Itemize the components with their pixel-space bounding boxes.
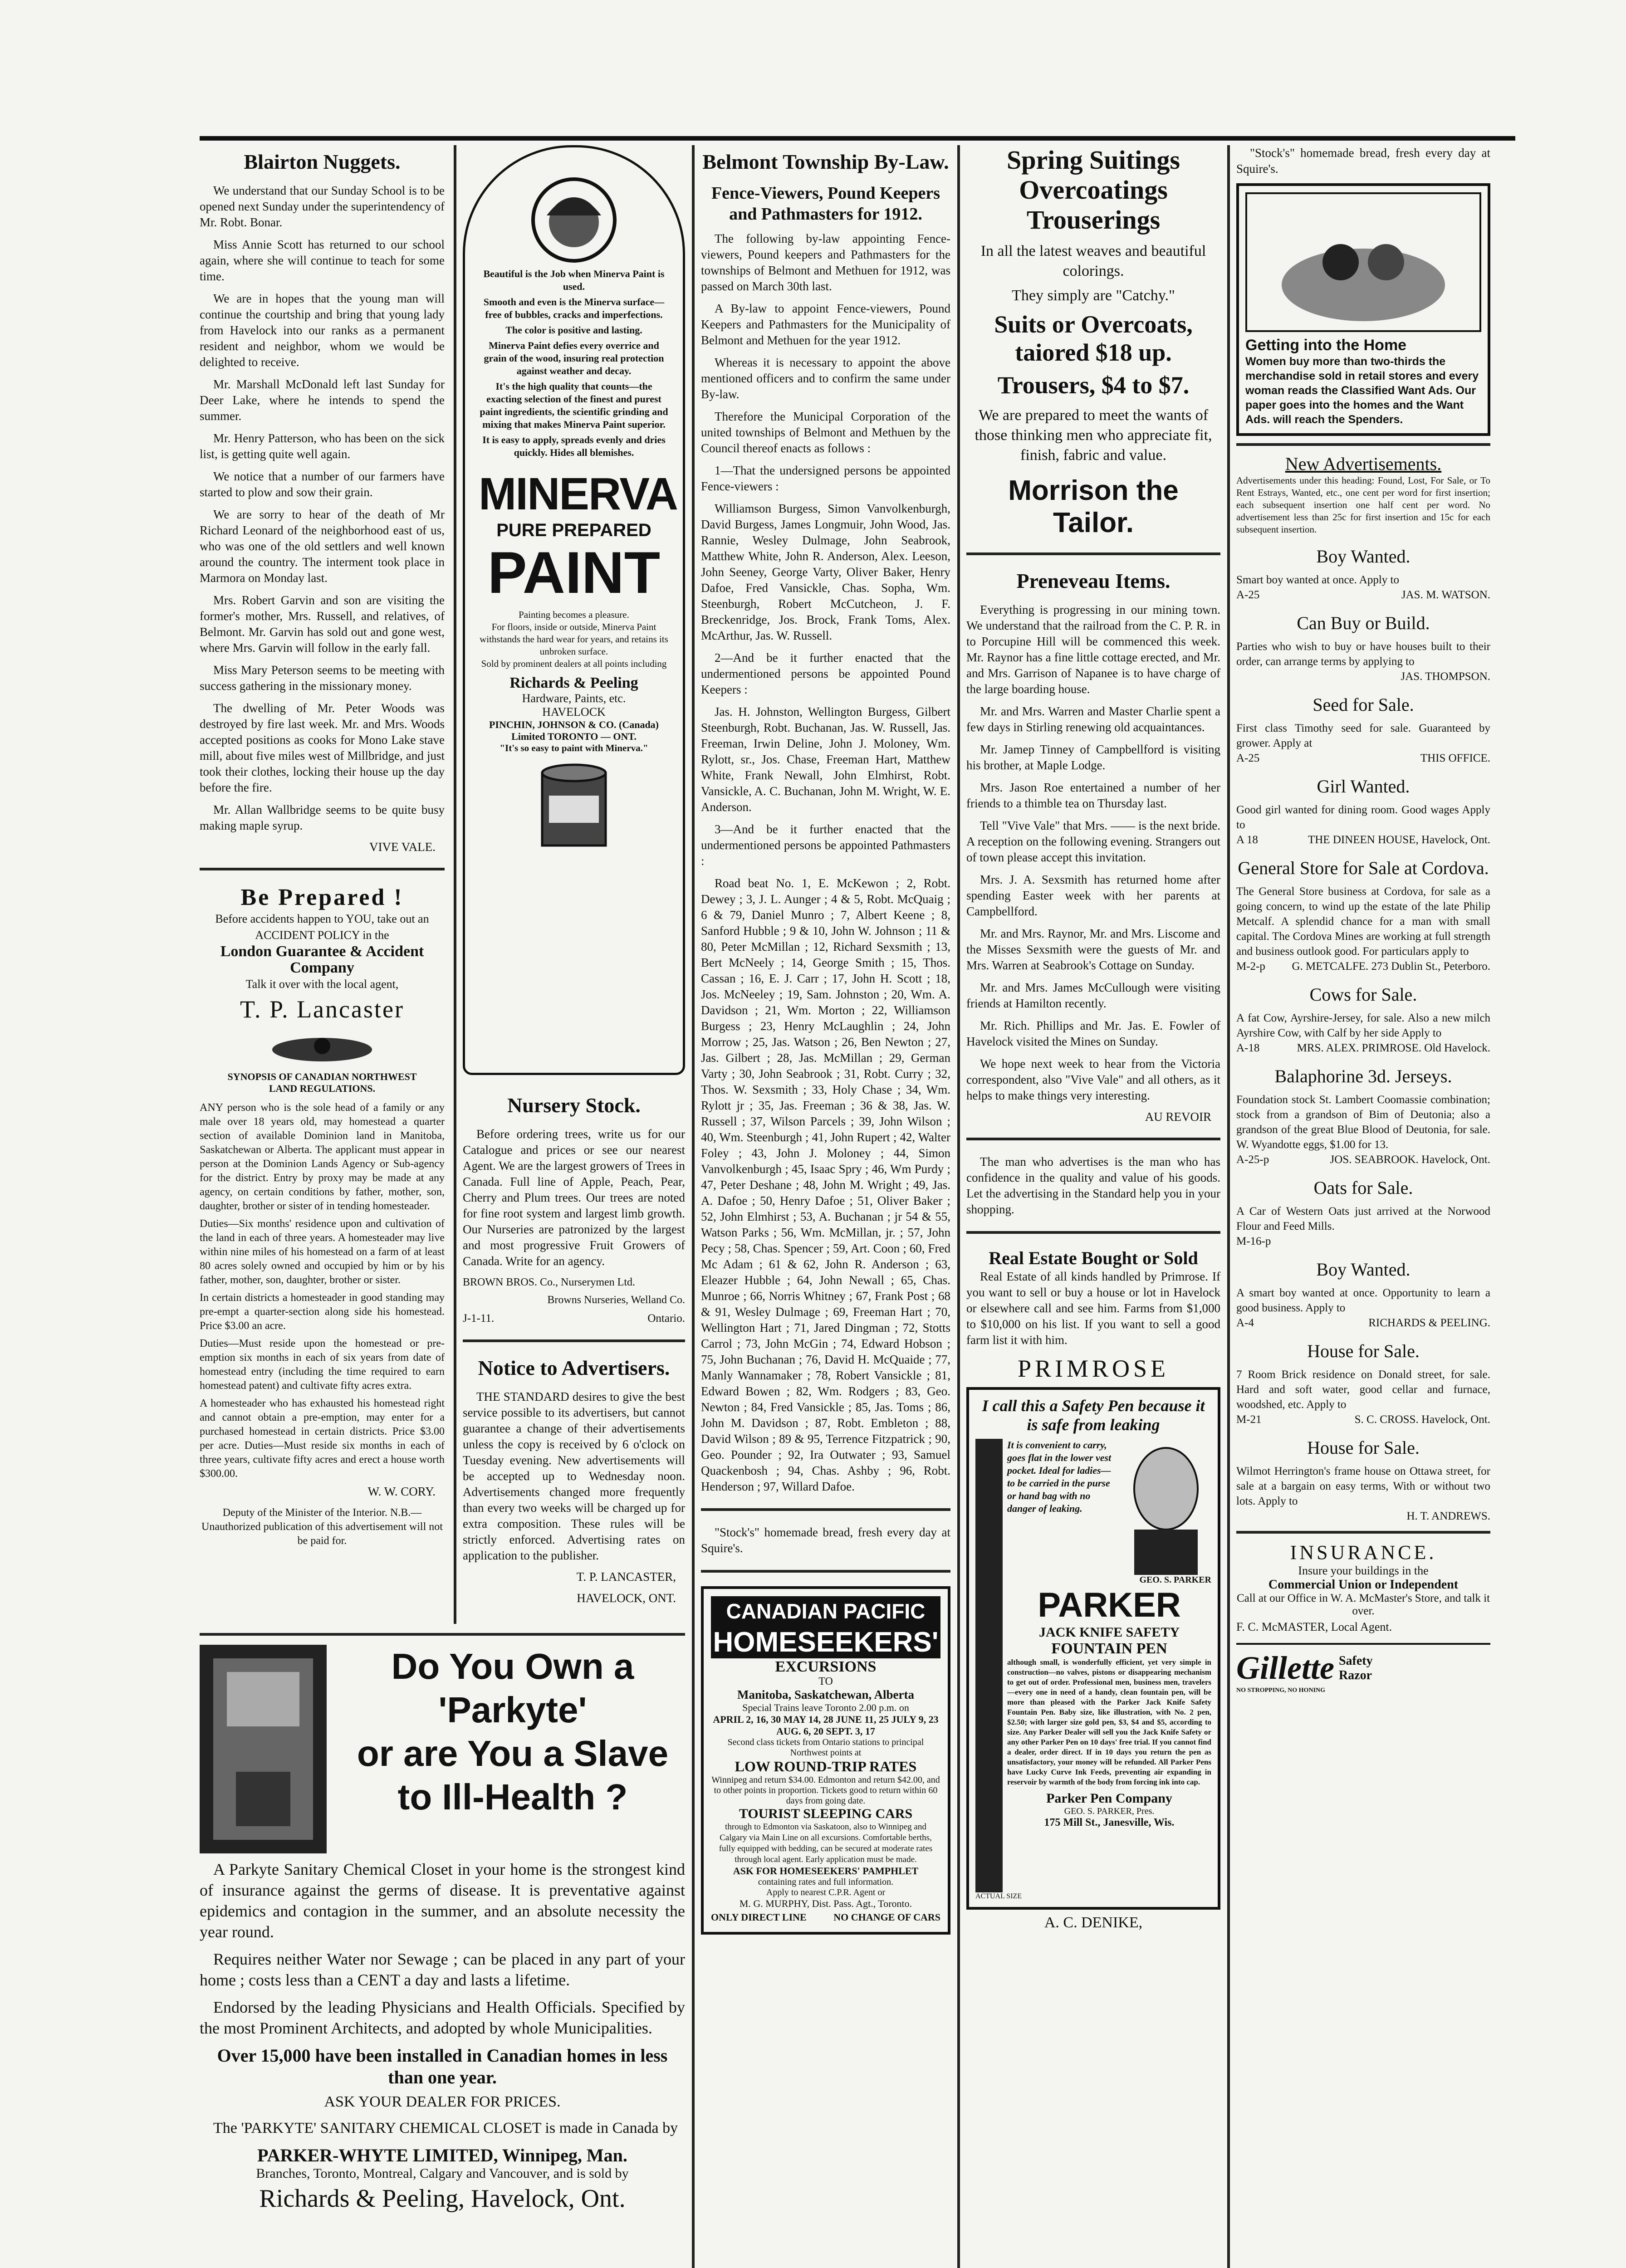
classified-ad-text: A fat Cow, Ayrshire-Jersey, for sale. Also a new milch Ayrshire Cow, with Calf by her side Apply to (1236, 1012, 1490, 1039)
paragraph: Mr. and Mrs. Warren and Master Charlie spent a few days in Stirling renewing old acquaintances. (966, 704, 1220, 734)
parkyte-para-2: Requires neither Water nor Sewage ; can be placed in any part of your home ; costs less than a CENT a day and lasts a lifetime. (200, 1950, 685, 1989)
classified-ad-code: A 18 (1236, 834, 1258, 846)
prepared-body (200, 911, 445, 992)
classified-ad (1236, 776, 1490, 847)
parkyte-para-5: The 'PARKYTE' SANITARY CHEMICAL CLOSET is made in Canada by (213, 2120, 678, 2136)
belmont-title: Belmont Township By-Law. (702, 150, 949, 173)
divider (966, 1138, 1220, 1140)
classified-ad-footer (1236, 751, 1490, 766)
cpr-rates: Winnipeg and return $34.00. Edmonton and return $42.00, and to other points in proportion. Tickets good to return within 60 days from going date. (711, 1775, 940, 1806)
minerva-lower-copy (479, 609, 669, 670)
bread-notice-2: "Stock's" homemade bread, fresh every day at Squire's. (1236, 146, 1490, 176)
classified-ad-code: A-18 (1236, 1042, 1260, 1054)
paragraph: We understand that our Sunday School is to be opened next Sunday under the superintendency of Mr. Robt. Bonar. (200, 184, 445, 229)
nursery-text: Before ordering trees, write us for our Catalogue and prices or see our nearest Agent. We are the largest growers of Trees in Canada. Full line of Apple, Peach, Pear, Cherry and Plum trees. Our trees are noted for fine root system and largest limb growth. Our Nurseries are patronized by the largest and most progressive Fruit Growers of Canada. Write for an agency. (463, 1127, 685, 1268)
paragraph: Miss Annie Scott has returned to our school again, where she will continue to teach for some time. (200, 238, 445, 283)
classified-ad-footer (1236, 832, 1490, 847)
paragraph: A By-law to appoint Fence-viewers, Pound Keepers and Pathmasters for the Municipality of Belmont and Methuen for the year 1912. (701, 302, 950, 347)
gillette-ad (1236, 1643, 1490, 1687)
classified-ad-code: M-21 (1236, 1413, 1262, 1426)
pen-actual-size: ACTUAL SIZE (975, 1892, 1022, 1900)
prepared-agent: T. P. Lancaster (240, 996, 404, 1023)
cpr-ask: ASK FOR HOMESEEKERS' PAMPHLET (733, 1865, 919, 1877)
paragraph: Mr. Jamep Tinney of Campbellford is visiting his brother, at Maple Lodge. (966, 743, 1220, 772)
cpr-only: ONLY DIRECT LINE (711, 1911, 807, 1923)
paragraph: The dwelling of Mr. Peter Woods was destroyed by fire last week. Mr. and Mrs. Woods accepted positions as cooks for Mono Lake stave mill, about five miles west of Millbridge, and just took their clothes, locking their house up the day before the fire. (200, 701, 445, 794)
paragraph: We are sorry to hear of the death of Mr Richard Leonard of the neighborhood east of us, who was one of the old settlers and well known around the country. The interment took place in Marmora on Monday last. (200, 508, 445, 585)
cpr-apply: Apply to nearest C.P.R. Agent or (766, 1887, 886, 1897)
classified-ad-title: Seed for Sale. (1313, 694, 1414, 715)
minerva-ad (463, 145, 685, 1075)
blairton-title: Blairton Nuggets. (244, 150, 401, 173)
synopsis-paragraph: Duties—Must reside upon the homestead or pre-emption six months in each of six years from date of homestead entry (including the time required to earn homestead patent) and cultivate fifty acres extra. (200, 1338, 445, 1392)
top-rule (200, 136, 1515, 141)
divider (966, 552, 1220, 555)
synopsis-footer: Deputy of the Minister of the Interior. N.B.—Unauthorized publication of this advertisement will not be paid for. (201, 1507, 443, 1547)
paragraph: Mr. and Mrs. James McCullough were visiting friends at Hamilton recently. (966, 981, 1220, 1010)
parker-pen-ad (966, 1387, 1220, 1910)
advertiser-text: The man who advertises is the man who has confidence in the quality and value of his goods. Let the advertising in the Standard help you in your shopping. (966, 1155, 1220, 1216)
suit-price-1: Suits or Overcoats, taiored $18 up. (994, 311, 1193, 366)
suit-price-2: Trousers, $4 to $7. (997, 371, 1190, 399)
minerva-lower-line: Sold by prominent dealers at all points including (481, 658, 667, 669)
cpr-dates: APRIL 2, 16, 30 MAY 14, 28 JUNE 11, 25 JULY 9, 23 AUG. 6, 20 SEPT. 3, 17 (713, 1714, 939, 1737)
nursery-place: Ontario. (647, 1312, 685, 1325)
classified-ad-footer (1236, 669, 1490, 684)
real-estate-text: Real Estate of all kinds handled by Primrose. If you want to sell or buy a house or lot in Havelock or elsewhere call and see him. Farms from $1,000 to $10,000 on his list. If you want to sell a good farm list it with him. (966, 1270, 1220, 1347)
column-rule-4 (1227, 145, 1230, 2268)
classified-ad-footer (1236, 1509, 1490, 1524)
classified-ad-text: 7 Room Brick residence on Donald street, for sale. Hard and soft water, good cellar and furnace, woodshed, etc. Apply to (1236, 1369, 1490, 1411)
classified-ad (1236, 694, 1490, 766)
synopsis-paragraph: Duties—Six months' residence upon and cultivation of the land in each of three years. A homesteader may live within nine miles of his homestead on a farm of at least 80 acres solely owned and occupied by him or by his father, mother, son, daughter, brother or sister. (200, 1218, 445, 1286)
gillette-brand: Gillette (1236, 1650, 1334, 1686)
blairton-signature: VIVE VALE. (369, 840, 436, 854)
parkyte-maker: PARKER-WHYTE LIMITED, Winnipeg, Man. (257, 2145, 627, 2165)
want-ads-promo (1236, 183, 1490, 436)
paint-can-icon (479, 759, 669, 852)
minerva-line: Smooth and even is the Minerva surface—free of bubbles, cracks and imperfections. (483, 296, 665, 320)
pen-company: Parker Pen Company (1046, 1791, 1172, 1806)
column-2 (463, 145, 685, 1624)
paragraph: Mrs. J. A. Sexsmith has returned home after spending Easter week with her parents at Campbellford. (966, 873, 1220, 918)
parkyte-branches: Branches, Toronto, Montreal, Calgary and Vancouver, and is sold by (256, 2166, 629, 2181)
divider (701, 1508, 950, 1511)
new-ads-text: Advertisements under this heading: Found, Lost, For Sale, or To Rent Estrays, Wanted, etc., one cent per word for first insertion; each subsequent insertion one half cent per word. No advertisement less than 25c for first insertion and 15c for each subsequent insertion. (1236, 475, 1490, 535)
insurance-signature: F. C. McMASTER, Local Agent. (1236, 1620, 1392, 1633)
paragraph: 3—And be it further enacted that the undermentioned persons be appointed Pathmasters : (701, 822, 950, 868)
minerva-line: It's the high quality that counts—the exacting selection of the finest and purest paint ingredients, the scientific grinding and mixing that makes Minerva Paint superior. (480, 381, 668, 430)
synopsis-title: SYNOPSIS OF CANADIAN NORTHWEST LAND REGULATIONS. (227, 1071, 417, 1094)
minerva-lower-line: For floors, inside or outside, Minerva Paint withstands the hard wear for years, and retains its unbroken surface. (480, 621, 668, 657)
parkyte-ask: ASK YOUR DEALER FOR PRICES. (324, 2093, 561, 2110)
classified-ad-text: Foundation stock St. Lambert Coomassie combination; stock from a grandson of Bim of Deutonia; also a grandson of the great Blue Blood of Deutonia, for sale. W. Wyandotte eggs, $1.00 for 13. (1236, 1094, 1490, 1151)
real-estate-name: PRIMROSE (1017, 1355, 1170, 1382)
suit-line-2: They simply are "Catchy." (1012, 287, 1175, 304)
prepared-line: Before accidents happen to YOU, take out an ACCIDENT POLICY in the (215, 912, 429, 942)
nursery-signature-1: BROWN BROS. Co., Nurserymen Ltd. (463, 1276, 635, 1288)
classified-ad (1236, 857, 1490, 974)
column-5 (1236, 145, 1490, 2268)
classified-ad-title: Balaphorine 3d. Jerseys. (1274, 1066, 1452, 1086)
divider (701, 1570, 950, 1573)
parkyte-para-1: A Parkyte Sanitary Chemical Closet in your home is the strongest kind of insurance against the germs of disease. It is preventative against epidemics and contagion in the summer, and an absolute necessity the year round. (200, 1860, 685, 1941)
paragraph: Miss Mary Peterson seems to be meeting with success gathering in the missionary money. (200, 663, 445, 693)
divider (1236, 443, 1490, 446)
classified-ad-code: A-4 (1236, 1317, 1254, 1329)
paragraph: Therefore the Municipal Corporation of the united townships of Belmont and Methuen by the Council thereof enacts as follows : (701, 410, 950, 455)
insurance-call: Call at our Office in W. A. McMaster's Store, and talk it over. (1236, 1592, 1490, 1617)
classified-ad-text: Smart boy wanted at once. Apply to (1236, 574, 1399, 586)
prepared-line: Talk it over with the local agent, (245, 978, 399, 991)
insurance-text: Insure your buildings in the (1298, 1564, 1429, 1577)
classified-ad-text: Wilmot Herrington's frame house on Ottawa street, for sale at a bargain on easy terms, With or without two lots. Apply to (1236, 1465, 1490, 1507)
parkyte-ad (200, 1633, 685, 2268)
classified-ad-title: Girl Wanted. (1317, 776, 1410, 797)
prepared-line: London Guarantee & Accident Company (220, 943, 424, 976)
preneveau-signature: AU REVOIR (1145, 1110, 1211, 1124)
cpr-low: LOW ROUND-TRIP RATES (735, 1758, 917, 1774)
classified-ad-title: Boy Wanted. (1316, 1259, 1411, 1280)
cpr-second: Second class tickets from Ontario stations to principal Northwest points at (727, 1737, 924, 1758)
classified-ad-text: A smart boy wanted at once. Opportunity to learn a good business. Apply to (1236, 1287, 1490, 1314)
classified-ad-signature: G. METCALFE. 273 Dublin St., Peterboro. (1292, 960, 1490, 973)
classified-ad-signature: JAS. THOMPSON. (1401, 670, 1490, 683)
synopsis-paragraph: ANY person who is the sole head of a family or any male over 18 years old, may homestead a quarter section of available Dominion land in Manitoba, Saskatchewan or Alberta. The applicant must appear in person at the Dominion Lands Agency or Sub-agency for the district. Entry by proxy may be made at any agency, on certain conditions by father, mother, son, daughter, brother or sister of in tending homesteader. (200, 1102, 445, 1212)
minerva-slogan: "It's so easy to paint with Minerva." (500, 743, 648, 753)
bathroom-illustration-icon (200, 1645, 327, 1853)
column-4 (966, 145, 1220, 2268)
classified-ad-text: The General Store business at Cordova, for sale as a going concern, to wind up the estate of the late Philip Metcalf. A splendid chance for a man with small capital. The Cordova Mines are working at full strength and business outlook good. For particulars apply to (1236, 885, 1490, 958)
classified-ad-code: M-2-p (1236, 960, 1265, 973)
insurance-title: INSURANCE. (1290, 1541, 1437, 1564)
suit-title-1: Spring Suitings (1006, 145, 1180, 175)
column-1 (200, 145, 445, 1624)
notice-text: THE STANDARD desires to give the best service possible to its advertisers, but cannot guarantee a change of their advertisements unless the copy is received by 6 o'clock on Tuesday evening. New advertisements will be accepted up to Wednesday noon. Advertisements changed more frequently than every two weeks will be charged up for extra composition. These rules will be strictly enforced. Advertising rates on application to the publisher. (463, 1390, 685, 1562)
home-text: Women buy more than two-thirds the merchandise sold in retail stores and every woman reads the Classified Want Ads. Our paper goes into the homes and the Want Ads. will reach the Spenders. (1245, 355, 1479, 426)
cpr-tourist: TOURIST SLEEPING CARS (739, 1806, 913, 1821)
parkyte-dealer: Richards & Peeling, Havelock, Ont. (259, 2185, 626, 2213)
notice-place: HAVELOCK, ONT. (577, 1591, 676, 1605)
cpr-tourist-text: through to Edmonton via Saskatoon, also to Winnipeg and Calgary via Main Line on all excursions. Comfortable berths, fully equipped with bedding, can be secured at moderate rates through local agent. Early application must be made. (719, 1822, 933, 1864)
new-ads-title: New Advertisements. (1285, 454, 1442, 474)
cpr-excursions: EXCURSIONS (775, 1658, 877, 1675)
minerva-helmet-icon (479, 175, 669, 268)
paragraph: We are in hopes that the young man will continue the courtship and bring that young lady from Havelock into our ranks as a permanent resident and neighbor, whom we would be delighted to receive. (200, 292, 445, 369)
column-rule-3 (957, 145, 960, 2268)
belmont-body (701, 231, 950, 1495)
classified-ad-code: A-25-p (1236, 1154, 1269, 1166)
minerva-maker: PINCHIN, JOHNSON & CO. (Canada) Limited TORONTO — ONT. (489, 719, 659, 742)
belmont-subtitle: Fence-Viewers, Pound Keepers and Pathmasters for 1912. (711, 184, 940, 224)
paragraph: Whereas it is necessary to appoint the above mentioned officers and to confirm the same under By-law. (701, 356, 950, 401)
paragraph: Mrs. Robert Garvin and son are visiting the former's mother, Mrs. Russell, and relatives, of Belmont. Mr. Garvin has sold out and gone west, where Mrs. Garvin will follow in the early fall. (200, 593, 445, 655)
minerva-line: Beautiful is the Job when Minerva Paint is used. (483, 268, 665, 292)
cpr-big: HOMESEEKERS' (711, 1626, 940, 1658)
minerva-dealer: Richards & Peeling (509, 675, 638, 691)
paragraph: Mr. Henry Patterson, who has been on the sick list, is getting quite well again. (200, 431, 445, 461)
classified-ads (1236, 546, 1490, 1524)
classified-ad-signature: JAS. M. WATSON. (1401, 589, 1490, 601)
classified-ad-footer (1236, 1234, 1490, 1249)
paragraph: Tell "Vive Vale" that Mrs. —— is the next bride. A reception on the following evening. Strangers out of town please accept this invitation. (966, 819, 1220, 864)
classified-ad-signature: H. T. ANDREWS. (1406, 1510, 1490, 1522)
gillette-sub: Safety Razor (1338, 1653, 1373, 1682)
parkyte-title-3: to Ill-Health ? (397, 1777, 628, 1817)
classified-ad-title: House for Sale. (1307, 1341, 1420, 1361)
column-rule-1 (454, 145, 456, 1624)
classified-ad-footer (1236, 1315, 1490, 1330)
cat-basket-icon (1245, 192, 1481, 332)
suit-title-3: Trouserings (1026, 205, 1161, 235)
cpr-ad (701, 1586, 950, 1935)
parkyte-title-1: Do You Own a 'Parkyte' (391, 1646, 634, 1730)
column-3 (701, 145, 950, 2268)
paragraph: Everything is progressing in our mining town. We understand that the railroad from the C. P. R. in to Porcupine Hill will be commenced this week. Mr. Raynor has a fine little cottage erected, and Mr. and Mrs. Garrison of Napanee is to have charge of the large boarding house. (966, 603, 1220, 696)
divider (463, 1339, 685, 1342)
classified-ad (1236, 546, 1490, 602)
classified-ad-footer (1236, 1152, 1490, 1167)
classified-ad-signature: MRS. ALEX. PRIMROSE. Old Havelock. (1297, 1042, 1490, 1054)
notice-signature: T. P. LANCASTER, (576, 1570, 676, 1584)
preneveau-body (966, 602, 1220, 1104)
pen-address: 175 Mill St., Janesville, Wis. (1044, 1817, 1175, 1828)
paragraph: Road beat No. 1, E. McKewon ; 2, Robt. Dewey ; 3, J. L. Aunger ; 4 & 5, Robt. McQuaig ; 6 & 79, Daniel Munro ; 7, Albert Keene ; 8, Sanford Hubble ; 9 & 10, John W. Johnson ; 11 & 80, Peter McMillan ; 12, Richard Sexsmith ; 13, Bert McNeely ; 14, George Smith ; 15, Thos. Cassan ; 16, E. J. Carr ; 17, John H. Scott ; 18, Jos. McNeeley ; 19, Sam. Johnston ; 20, Wm. A. Davidson ; 21, Wm. Morton ; 22, Williamson Burgess ; 23, Henry McLaughlin ; 24, John Morrow ; 25, Jas. Watson ; 26, Ben Newton ; 27, Jas. Gilbert ; 28, Jas. McMillan ; 29, German Varty ; 30, John Seabrook ; 31, Robt. Curry ; 32, Thos. W. Sexsmith ; 33, Holy Chase ; 34, Wm. Rylott jr ; 35, Jas. Freeman ; 36 & 38, Jas. W. Russell ; 37, Wilson Parcels ; 39, John Wilson ; 40, Wm. Steenburgh ; 41, John Rupert ; 42, Walter Foley ; 43, John J. Moloney ; 44, Simon Vanvolkenburgh ; 45, Isaac Spry ; 46, Wm Purdy ; 47, Peter Deshane ; 48, John M. Wright ; 49, Jas. A. Dafoe ; 50, Henry Dafoe ; 51, Oliver Baker ; 52, John Elmhirst ; 53, A. Buchanan ; jr 54 & 55, Watson Parks ; 56, Wm. McMillan, jr. ; 57, John Pecy ; 58, Chas. Spencer ; 59, Art. Coon ; 60, Fred Mc Adam ; 61 & 62, John R. Anderson ; 63, Eleazer Hubble ; 64, John Newall ; 65, Chas. Munroe ; 66, Norris Whitney ; 67, Frank Post ; 68 & 91, Wesley Dulmage ; 69, Freeman Hart ; 70, Wellington Hart ; 71, Jared Dingman ; 72, Stotts Carrol ; 73, John McGin ; 74, Edward Hobson ; 75, John Buchanan ; 76, David H. McQuaide ; 77, Manly Wannamaker ; 78, Robert Vansickle ; 81, Edward Bowen ; 82, Wm. Rodgers ; 83, Geo. Newton ; 84, Fred Vansickle ; 85, Jas. Toms ; 86, John M. Davidson ; 87, Robt. Embleton ; 88, David Wilson ; 89 & 95, Terrence Fitzpatrick ; 90, Geo. Pounder ; 92, Ira Outwater ; 93, Samuel Quackenbosh ; 94, Chas. Ashby ; 96, Robt. Henderson ; 97, Willard Dafoe. (701, 876, 950, 1493)
insurance-company: Commercial Union or Independent (1268, 1578, 1459, 1592)
cpr-top: CANADIAN PACIFIC (711, 1596, 940, 1626)
home-title: Getting into the Home (1245, 337, 1407, 354)
cpr-places: Manitoba, Saskatchewan, Alberta (737, 1688, 915, 1701)
classified-ad (1236, 1259, 1490, 1330)
paragraph: 2—And be it further enacted that the undermentioned persons be appointed Pound Keepers : (701, 651, 950, 696)
classified-ad-text: Parties who wish to buy or have houses built to their order, can arrange terms by applying to (1236, 640, 1490, 668)
real-estate-title: Real Estate Bought or Sold (989, 1248, 1198, 1268)
classified-ad (1236, 1066, 1490, 1167)
classified-ad-code: A-25 (1236, 752, 1260, 764)
classified-ad-footer (1236, 1041, 1490, 1056)
pen-president: GEO. S. PARKER, Pres. (1064, 1806, 1155, 1816)
minerva-town: HAVELOCK (542, 705, 606, 719)
preneveau-title: Preneveau Items. (1016, 569, 1171, 592)
paragraph: Mrs. Jason Roe entertained a number of her friends to a thimble tea on Thursday last. (966, 781, 1220, 810)
paragraph: 1—That the undersigned persons be appointed Fence-viewers : (701, 464, 950, 493)
classified-ad-title: House for Sale. (1307, 1437, 1420, 1458)
pen-text: although small, is wonderfully efficient, yet very simple in construction—no valves, pistons or disappearing mechanism to get out of order. Professional men, business men, travelers—every one in need of a handy, clean fountain pen, will be more than pleased with the Parker Jack Knife Safety Fountain Pen. Baby size, like illustration, with No. 2 pen, $2.50; with larger size gold pen, $3, $4 and $5, according to size. Any Parker Dealer will sell you the Jack Knife Safety or any other Parker Pen on 10 days' free trial. If you cannot find a dealer, order direct. If in 10 days you return the pen as unsatisfactory, your money will be refunded. All Parker Pens have Lucky Curve Ink Feeds, preventing air expanding in reservoir by warmth of the body from forcing ink into cap. (1007, 1658, 1211, 1786)
paragraph: Mr. Marshall McDonald left last Sunday for Deer Lake, where he intends to spend the summer. (200, 377, 445, 423)
cpr-ask-sub: containing rates and full information. (758, 1877, 894, 1887)
pen-dealer: A. C. DENIKE, (1044, 1914, 1143, 1931)
classified-ad-footer (1236, 959, 1490, 974)
cpr-trains: Special Trains leave Toronto 2.00 p.m. on (742, 1702, 909, 1713)
classified-ad-title: Oats for Sale. (1313, 1178, 1413, 1198)
pen-side: It is convenient to carry, goes flat in the lower vest pocket. Ideal for ladies—to be carried in the purse or hand bag with no danger of leaking. (1007, 1439, 1112, 1514)
nursery-footer (463, 1311, 685, 1326)
minerva-lower-line: Painting becomes a pleasure. (519, 609, 629, 620)
minerva-line: Minerva Paint defies every overrice and grain of the wood, insuring real protection against weather and decay. (484, 340, 664, 376)
synopsis-signature: W. W. CORY. (367, 1485, 436, 1498)
paragraph: Jas. H. Johnston, Wellington Burgess, Gilbert Steenburgh, Robt. Buchanan, Jas. W. Russell, Jas. Freeman, Irwin Deline, John J. Moloney, Wm. Rylott, sr., Jos. Chase, Freeman Hart, Matthew White, Frank Newall, John Elmhirst, Robt. Vansickle, A. C. Buchanan, John M. Wright, W. E. Anderson. (701, 705, 950, 814)
pen-head: I call this a Safety Pen because it is safe from leaking (982, 1397, 1205, 1434)
cpr-no: NO CHANGE OF CARS (833, 1911, 940, 1923)
pen-sub-2: FOUNTAIN PEN (1051, 1640, 1167, 1657)
cpr-footer (711, 1910, 940, 1925)
classified-ad-signature: THIS OFFICE. (1420, 752, 1490, 764)
column-rule-2 (692, 145, 695, 2268)
classified-ad-signature: THE DINEEN HOUSE, Havelock, Ont. (1308, 834, 1490, 846)
suit-line-1: In all the latest weaves and beautiful colorings. (980, 243, 1206, 279)
classified-ad (1236, 1340, 1490, 1427)
minerva-line: It is easy to apply, spreads evenly and dries quickly. Hides all blemishes. (482, 434, 666, 458)
bread-notice: "Stock's" homemade bread, fresh every day at Squire's. (701, 1525, 950, 1555)
classified-ad-code: M-16-p (1236, 1235, 1271, 1247)
prepared-title: Be Prepared ! (240, 885, 404, 910)
minerva-dealer-sub: Hardware, Paints, etc. (522, 692, 626, 705)
nursery-date: J-1-11. (463, 1312, 495, 1325)
nursery-title: Nursery Stock. (507, 1094, 641, 1117)
paragraph: Mr. Allan Wallbridge seems to be quite busy making maple syrup. (200, 803, 445, 832)
pen-sign: GEO. S. PARKER (1139, 1575, 1211, 1585)
paragraph: Williamson Burgess, Simon Vanvolkenburgh, David Burgess, James Longmuir, John Wood, Jas. Rannie, Wesley Dulmage, John Seabrook, Matthew White, John R. Anderson, Alex. Leeson, John Seeney, George Varty, Oliver Baker, Henry Dafoe, Fred Vansickle, Chas. Sopha, Wm. Steenburgh, Robert McCutcheon, J. F. Breckenridge, Jos. Brock, Frank Toms, Alex. McArthur, Jas. W. Russell. (701, 502, 950, 642)
minerva-line: The color is positive and lasting. (505, 324, 642, 336)
classified-ad-footer (1236, 587, 1490, 602)
pen-brand: PARKER (1038, 1586, 1181, 1624)
classified-ad-signature: S. C. CROSS. Havelock, Ont. (1354, 1413, 1490, 1426)
classified-ad-title: Boy Wanted. (1316, 546, 1411, 567)
suit-tailor-name: Morrison the Tailor. (1008, 475, 1179, 538)
minerva-copy (479, 268, 669, 459)
cpr-agent: M. G. MURPHY, Dist. Pass. Agt., Toronto. (739, 1898, 912, 1909)
parkyte-para-3: Endorsed by the leading Physicians and Health Officials. Specified by the most Prominent Architects, and adopted by whole Municipalities. (200, 1998, 685, 2037)
portrait-icon (1121, 1439, 1211, 1575)
minerva-brand: MINERVA (479, 469, 677, 519)
divider (966, 1231, 1220, 1234)
notice-title: Notice to Advertisers. (478, 1356, 670, 1379)
paragraph: The following by-law appointing Fence-viewers, Pound keepers and Pathmasters for the townships of Belmont and Methuen for 1912, was passed on March 30th last. (701, 232, 950, 293)
cpr-to: TO (818, 1676, 833, 1687)
classified-ad (1236, 1177, 1490, 1249)
gillette-tag: NO STROPPING, NO HONING (1236, 1687, 1326, 1694)
classified-ad-code: A-25 (1236, 589, 1260, 601)
classified-ad-text: First class Timothy seed for sale. Guaranteed by grower. Apply at (1236, 722, 1490, 749)
divider (200, 868, 445, 870)
classified-ad-title: Cows for Sale. (1309, 984, 1417, 1005)
classified-ad (1236, 1437, 1490, 1524)
crest-icon (200, 1032, 445, 1066)
suit-title-2: Overcoatings (1019, 175, 1168, 205)
pen-sub-1: JACK KNIFE SAFETY (1038, 1625, 1180, 1640)
divider (1236, 1531, 1490, 1534)
classified-ad-text: A Car of Western Oats just arrived at the Norwood Flour and Feed Mills. (1236, 1205, 1490, 1232)
minerva-sub: PURE PREPARED (496, 520, 651, 540)
paragraph: We notice that a number of our farmers have started to plow and sow their grain. (200, 469, 445, 499)
synopsis-paragraph: A homesteader who has exhausted his homestead right and cannot obtain a pre-emption, may enter for a purchased homestead in certain districts. Price $3.00 per acre. Duties—Must reside six months in each of three years, cultivate fifty acres and erect a house worth $300.00. (200, 1398, 445, 1480)
blairton-body (200, 183, 445, 834)
paragraph: We hope next week to hear from the Victoria correspondent, also "Vive Vale" and all others, as it helps to make things very interesting. (966, 1057, 1220, 1102)
pen-icon (975, 1439, 1003, 1892)
divider (200, 1633, 685, 1636)
parkyte-title-2: or are You a Slave (357, 1733, 669, 1774)
classified-ad-title: General Store for Sale at Cordova. (1238, 858, 1489, 878)
synopsis-body (200, 1101, 445, 1481)
classified-ad-signature: RICHARDS & PEELING. (1368, 1317, 1490, 1329)
parkyte-para-4: Over 15,000 have been installed in Canadian homes in less than one year. (217, 2045, 668, 2087)
classified-ad-footer (1236, 1412, 1490, 1427)
nursery-signature-2: Browns Nurseries, Welland Co. (547, 1294, 685, 1306)
paragraph: Mr. Rich. Phillips and Mr. Jas. E. Fowler of Havelock visited the Mines on Sunday. (966, 1019, 1220, 1048)
suit-line-3: We are prepared to meet the wants of those thinking men who appreciate fit, finish, fabric and value. (975, 407, 1212, 464)
classified-ad-title: Can Buy or Build. (1297, 613, 1430, 633)
paragraph: Mr. and Mrs. Raynor, Mr. and Mrs. Liscome and the Misses Sexsmith were the guests of Mr. and Mrs. Warren at Seabrook's Cottage on Sunday. (966, 927, 1220, 972)
classified-ad (1236, 612, 1490, 684)
minerva-paint: PAINT (487, 539, 661, 606)
classified-ad-text: Good girl wanted for dining room. Good wages Apply to (1236, 804, 1490, 831)
classified-ad-signature: JOS. SEABROOK. Havelock, Ont. (1330, 1154, 1490, 1166)
synopsis-paragraph: In certain districts a homesteader in good standing may pre-empt a quarter-section along side his homestead. Price $3.00 an acre. (200, 1292, 445, 1332)
classified-ad (1236, 984, 1490, 1056)
